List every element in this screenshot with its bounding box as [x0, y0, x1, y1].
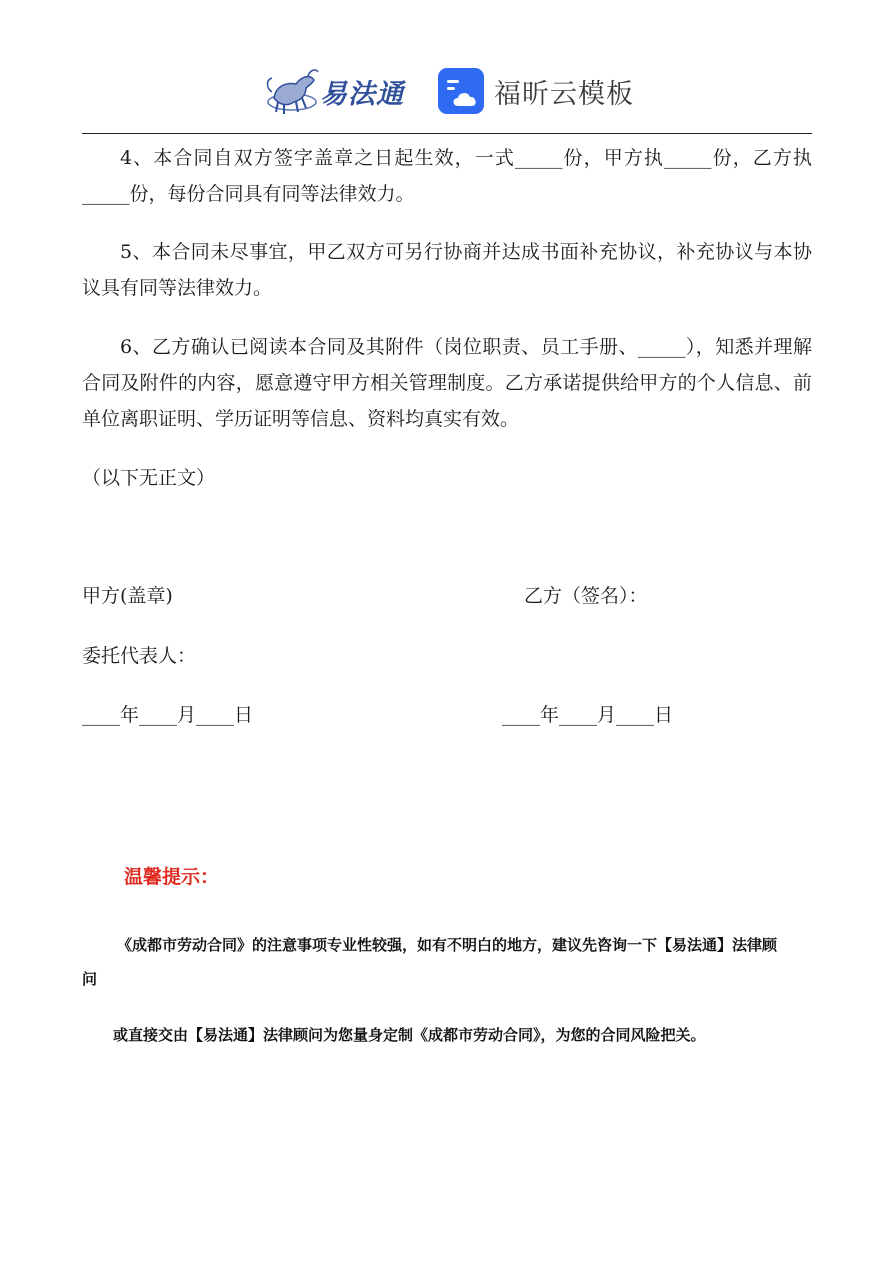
brand2-name: 福昕云模板 [494, 79, 634, 110]
clause-5 [82, 234, 812, 306]
party-b-signature: 乙方（签名）： [524, 585, 648, 607]
clause-4 [82, 140, 812, 212]
clause-6-line-2: 悉并理解合同及附件的内容，愿意遵守甲方相关管理制度。乙方承诺提供给甲 [82, 336, 812, 394]
document-header [0, 58, 893, 122]
end-note: （以下无正文） [82, 467, 216, 489]
date-party-a: ____年____月____日 [82, 704, 254, 726]
brand1-name: 易法通 [320, 79, 404, 110]
kirin-logo-icon [262, 62, 322, 118]
tips-line-2: 或直接交由【易法通】法律顾问为您量身定制《成都市劳动合同》，为您的合同风险把关。 [113, 1026, 706, 1044]
header-divider [82, 133, 812, 134]
clause-6-line-1: 6、乙方确认已阅读本合同及其附件（岗位职责、员工手册、_____），知 [120, 336, 735, 358]
tips-title: 温馨提示： [124, 866, 220, 888]
clause-4-line-1: 4、本合同自双方签字盖章之日起生效，一式_____份，甲方执_____份，乙 [120, 147, 773, 169]
party-a-seal: 甲方(盖章) [82, 585, 173, 607]
clause-5-line-1: 5、本合同未尽事宜，甲乙双方可另行协商并达成书面补充协议，补充协议 [120, 241, 755, 263]
clause-6 [82, 329, 812, 437]
document-cloud-icon [436, 66, 486, 116]
date-party-b: ____年____月____日 [502, 704, 674, 726]
tips-line-1: 《成都市劳动合同》的注意事项专业性较强，如有不明白的地方，建议先咨询一下【易法通】法律顾 [117, 936, 778, 954]
clause-5-line-2: 与本协议具有同等法律效力。 [82, 241, 812, 299]
clause-4-line-2: 方执_____份，每份合同具有同等法律效力。 [82, 147, 812, 205]
clause-6-line-3: 方的个人信息、前单位离职证明、学历证明等信息、资料均真实有效。 [82, 372, 812, 430]
representative: 委托代表人： [82, 645, 197, 667]
yifatong-logo [262, 62, 412, 118]
tips-line-1-wrap: 问 [82, 970, 98, 988]
